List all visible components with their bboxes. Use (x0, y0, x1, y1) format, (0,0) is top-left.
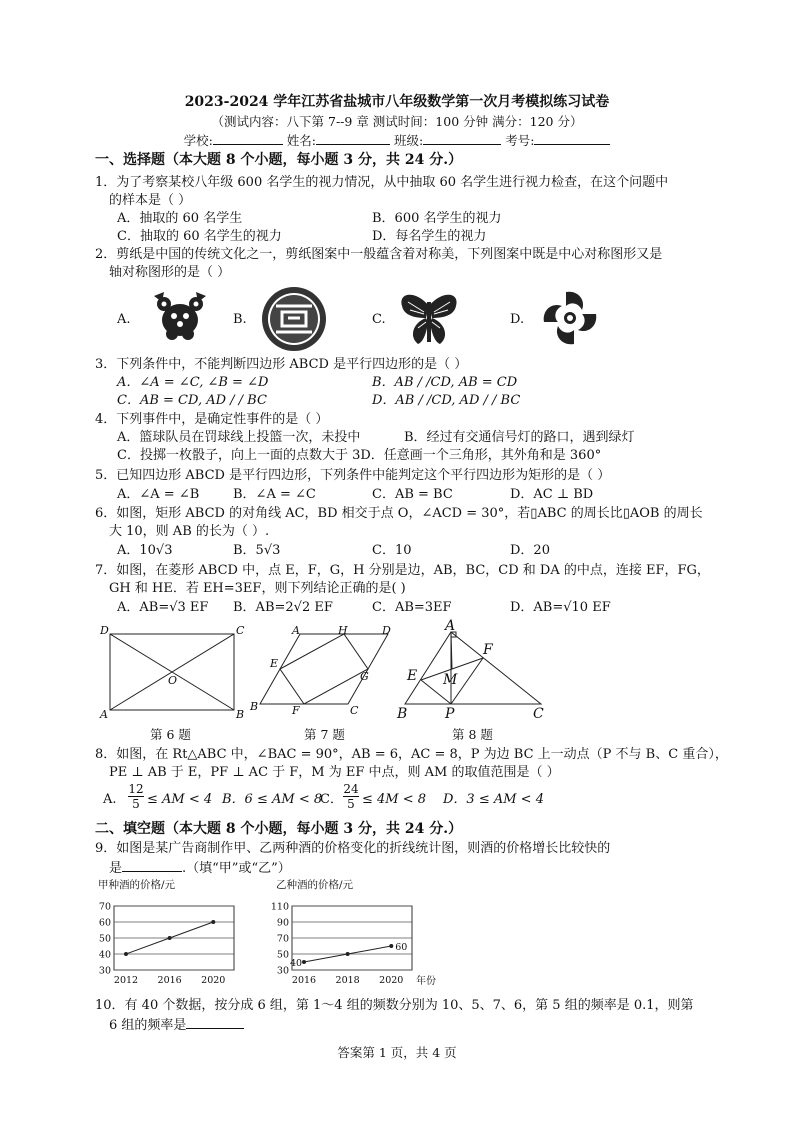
q5-option-a[interactable]: A．∠A = ∠B (117, 487, 200, 502)
x-tick-label: 2020 (379, 975, 404, 986)
q3-option-a[interactable]: A．∠A = ∠C, ∠B = ∠D (117, 375, 269, 390)
y-tick-label: 70 (98, 901, 111, 913)
q7-option-a[interactable]: A．AB=√3 EF (117, 600, 209, 615)
fig7-label-c: C (350, 704, 359, 717)
q5-option-c[interactable]: C．AB = BC (372, 487, 453, 502)
name-label: 姓名: (286, 133, 316, 148)
exam-no-label: 考号: (505, 133, 535, 148)
papercut-round-image (258, 286, 330, 352)
y-tick-label: 70 (276, 933, 289, 945)
page-title: 2023-2024 学年江苏省盐城市八年级数学第一次月考模拟练习试卷 (184, 94, 610, 110)
q6-stem-cont: 大 10，则 AB 的长为（ ）. (109, 524, 270, 539)
fig7-label-h: H (338, 624, 348, 637)
y-tick-label: 30 (276, 965, 289, 977)
q7-option-c[interactable]: C．AB=3EF (372, 600, 452, 615)
q8-option-c-prefix: C． (320, 792, 343, 807)
data-point (168, 936, 172, 940)
section1-heading: 一、选择题（本大题 8 个小题，每小题 3 分，共 24 分.） (95, 152, 463, 168)
q9-answer-field[interactable] (122, 859, 182, 872)
q10-answer-field[interactable] (186, 1016, 244, 1029)
data-point (124, 952, 128, 956)
fig8-label-a: A (445, 618, 456, 634)
class-label: 班级: (393, 133, 424, 148)
q2-option-d[interactable]: D. (510, 312, 525, 327)
y-tick-label: 110 (270, 901, 289, 913)
q2-option-b[interactable]: B. (233, 312, 247, 327)
y-tick-label: 50 (276, 949, 289, 961)
q10-stem-cont: 6 组的频率是 (109, 1016, 244, 1034)
fig7-label-b: B (250, 700, 259, 713)
q2-option-c[interactable]: C. (372, 312, 386, 327)
x-tick-label: 2016 (291, 975, 317, 986)
chart-title: 乙种酒的价格/元 (276, 879, 354, 891)
figure-7-rhombus (248, 622, 398, 722)
fig6-label-a: A (100, 708, 108, 721)
fig8-label-c: C (533, 706, 544, 722)
fig6-label-d: D (100, 624, 109, 637)
q1-option-d[interactable]: D．每名学生的视力 (372, 229, 487, 244)
fig7-label-g: G (360, 670, 369, 683)
chart-yi-price (268, 874, 448, 990)
fig7-label-a: A (292, 624, 300, 637)
y-tick-label: 40 (98, 949, 111, 961)
fig6-label-o: O (168, 674, 178, 687)
q4-option-a[interactable]: A．篮球队员在罚球线上投篮一次，未投中 (117, 430, 361, 445)
data-label-last: 60 (395, 942, 408, 953)
q6-option-c[interactable]: C．10 (372, 543, 412, 558)
x-tick-label: 2018 (335, 975, 360, 986)
figure-8-triangle (395, 618, 555, 722)
q7-option-b[interactable]: B．AB=2√2 EF (233, 600, 333, 615)
fig8-label-b: B (397, 706, 408, 722)
x-tick-label: 2012 (113, 975, 139, 986)
data-point (389, 944, 393, 948)
data-label-first: 40 (290, 958, 303, 969)
y-tick-label: 90 (276, 917, 289, 929)
q6-option-a[interactable]: A．10√3 (117, 543, 173, 558)
q7-stem: 7．如图，在菱形 ABCD 中，点 E，F，G，H 分别是边，AB，BC，CD 和 DA 的中点，连接 EF，FG， (95, 563, 710, 578)
q7-stem-cont: GH 和 HE．若 EH=3EF，则下列结论正确的是( ) (109, 581, 406, 596)
data-point (302, 960, 306, 964)
q1-stem: 1．为了考察某校八年级 600 名学生的视力情况，从中抽取 60 名学生进行视力检查，在这个问题中 (95, 175, 669, 190)
fig8-label-m: M (443, 672, 458, 688)
section2-heading: 二、填空题（本大题 8 个小题，每小题 3 分，共 24 分.） (95, 821, 463, 837)
q2-option-a[interactable]: A. (117, 312, 131, 327)
class-field[interactable] (423, 132, 501, 145)
x-tick-label: 2020 (201, 975, 226, 986)
fig6-label-c: C (236, 624, 245, 637)
papercut-swirl-image (538, 288, 602, 348)
q1-option-a[interactable]: A．抽取的 60 名学生 (117, 211, 243, 226)
q7-option-d[interactable]: D．AB=√10 EF (510, 600, 611, 615)
x-tick-label: 2016 (157, 975, 182, 986)
fig8-label-p: P (445, 706, 455, 722)
q3-option-b[interactable]: B．AB / /CD, AB = CD (372, 375, 518, 390)
q2-stem-cont: 轴对称图形的是（ ） (109, 265, 231, 280)
figure-7-caption: 第 7 题 (304, 727, 345, 742)
q6-stem: 6．如图，矩形 ABCD 的对角线 AC，BD 相交于点 O，∠ACD = 30°，若▯ABC 的周长比▯AOB 的周长 (95, 506, 703, 521)
data-point (211, 920, 215, 924)
fig7-label-d: D (382, 624, 391, 637)
q4-stem: 4．下列事件中，是确定性事件的是（ ） (95, 412, 329, 427)
q4-option-b[interactable]: B．经过有交通信号灯的路口，遇到绿灯 (404, 430, 635, 445)
chart-jia-price (90, 874, 270, 990)
q8-stem-cont: PE ⊥ AB 于 E，PF ⊥ AC 于 F，M 为 EF 中点，则 AM 的取值范围是（ ） (109, 765, 560, 780)
x-axis-label: 年份 (416, 976, 436, 987)
exam-no-field[interactable] (534, 132, 610, 145)
q8-option-c-fraction[interactable]: 24 5 (343, 782, 359, 811)
fig8-label-e: E (407, 668, 418, 684)
y-tick-label: 50 (98, 933, 111, 945)
papercut-butterfly-image (396, 288, 462, 348)
data-point (346, 952, 350, 956)
q1-option-c[interactable]: C．抽取的 60 名学生的视力 (117, 229, 282, 244)
q5-stem: 5．已知四边形 ABCD 是平行四边形，下列条件中能判定这个平行四边形为矩形的是（ ） (95, 468, 611, 483)
q6-option-b[interactable]: B．5√3 (233, 543, 281, 558)
q8-option-a-fraction[interactable]: 12 5 (128, 782, 144, 811)
q5-option-d[interactable]: D．AC ⊥ BD (510, 487, 594, 502)
figure-8-caption: 第 8 题 (452, 727, 493, 742)
q2-stem: 2．剪纸是中国的传统文化之一，剪纸图案中一般蕴含着对称美，下列图案中既是中心对称图形又是 (95, 247, 663, 262)
q1-stem-cont: 的样本是（ ） (109, 193, 192, 208)
y-tick-label: 60 (98, 917, 111, 929)
name-field[interactable] (316, 132, 390, 145)
q9-stem-cont: 是 .（填“甲”或“乙”） (109, 861, 291, 876)
q6-option-d[interactable]: D．20 (510, 543, 550, 558)
fig7-label-f: F (292, 704, 300, 717)
q9-stem: 9．如图是某广告商制作甲、乙两种酒的价格变化的折线统计图，则酒的价格增长比较快的 (95, 841, 611, 856)
q8-option-d[interactable]: D．3 ≤ AM < 4 (443, 792, 544, 807)
student-info-row (0, 132, 794, 149)
q8-option-a[interactable]: ≤ AM < 4 (147, 792, 213, 807)
q3-stem: 3．下列条件中，不能判断四边形 ABCD 是平行四边形的是（ ） (95, 357, 468, 372)
school-field[interactable] (213, 132, 283, 145)
fig7-label-e: E (270, 657, 279, 670)
papercut-flower-image (150, 290, 210, 342)
fig8-label-f: F (483, 642, 493, 658)
q5-option-b[interactable]: B．∠A = ∠C (233, 487, 316, 502)
exam-subtitle: （测试内容：八下第 7--9 章 测试时间：100 分钟 满分：120 分） (211, 114, 583, 129)
q4-option-cd[interactable]: C．投掷一枚骰子，向上一面的点数大于 3D．任意画一个三角形，其外角和是 360° (117, 448, 602, 463)
y-tick-label: 30 (98, 965, 111, 977)
page-footer: 答案第 1 页，共 4 页 (337, 1045, 457, 1060)
fig6-label-b: B (236, 708, 245, 721)
q3-option-c[interactable]: C．AB = CD, AD / / BC (117, 393, 267, 408)
q8-option-b[interactable]: B．6 ≤ AM < 8 (222, 792, 323, 807)
q8-option-c[interactable]: ≤ 4M < 8 (362, 792, 427, 807)
q10-stem: 10．有 40 个数据，按分成 6 组，第 1～4 组的频数分别为 10、5、7、6，第 5 组的频率是 0.1，则第 (95, 998, 694, 1013)
q8-stem: 8．如图，在 Rt△ABC 中，∠BAC = 90°，AB = 6，AC = 8，P 为边 BC 上一动点（P 不与 B、C 重合）， (95, 747, 728, 762)
chart-title: 甲种酒的价格/元 (98, 879, 176, 891)
figure-6-rectangle (98, 622, 248, 722)
q8-option-a-prefix: A. (103, 792, 117, 807)
school-label: 学校: (183, 133, 213, 148)
q3-option-d[interactable]: D．AB / /CD, AD / / BC (372, 393, 521, 408)
q1-option-b[interactable]: B．600 名学生的视力 (372, 211, 502, 226)
figure-6-caption: 第 6 题 (150, 727, 191, 742)
